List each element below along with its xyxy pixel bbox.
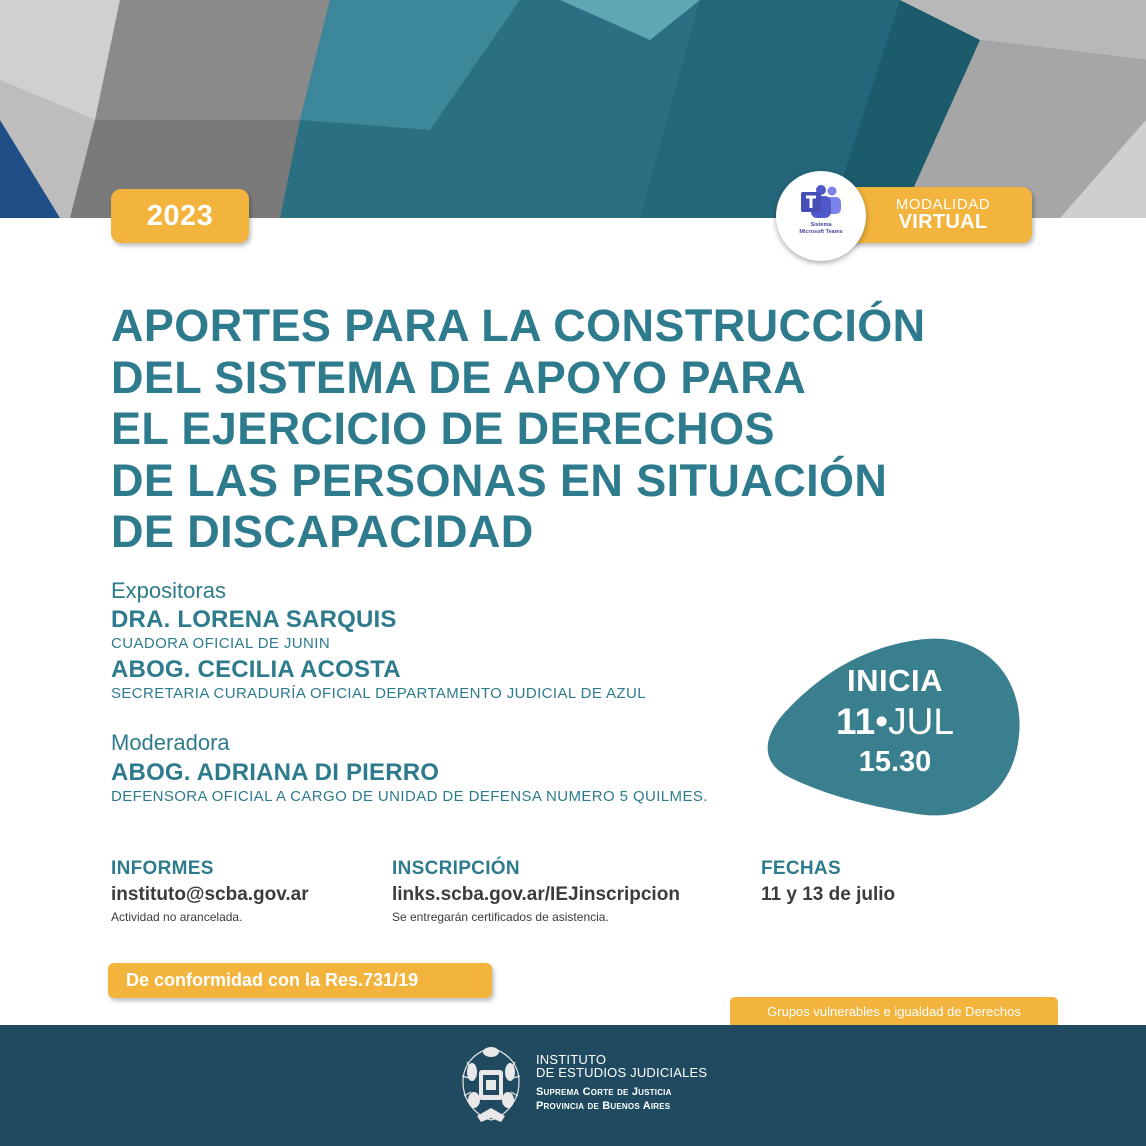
informes-heading: INFORMES: [111, 858, 214, 879]
inscripcion-link[interactable]: links.scba.gov.ar/IEJinscripcion: [392, 884, 680, 905]
speaker-name: ABOG. CECILIA ACOSTA: [111, 656, 401, 683]
fechas-block: [761, 856, 895, 908]
court-seal-logo: [457, 1042, 525, 1126]
modality-badge: [840, 187, 1032, 243]
title-line: DE LAS PERSONAS EN SITUACIÓN: [111, 454, 888, 506]
fechas-heading: FECHAS: [761, 858, 841, 879]
header-banner: [0, 0, 1146, 218]
speaker-role: SECRETARIA CURADURÍA OFICIAL DEPARTAMENTO JUDICIAL DE AZUL: [111, 685, 646, 702]
title-line: APORTES PARA LA CONSTRUCCIÓN: [111, 300, 926, 351]
speakers-label: Expositoras: [111, 578, 226, 603]
teams-caption: Sistema Microsoft Teams: [799, 222, 843, 235]
microsoft-teams-icon: [799, 185, 843, 219]
title-line: EL EJERCICIO DE DERECHOS: [111, 403, 775, 454]
start-month: JUL: [888, 701, 954, 742]
moderator-name: ABOG. ADRIANA DI PIERRO: [111, 759, 440, 786]
start-label: INICIA: [847, 663, 943, 698]
speaker-role: CUADORA OFICIAL DE JUNIN: [111, 635, 331, 652]
modality-value: VIRTUAL: [898, 211, 988, 234]
title-line: DEL SISTEMA DE APOYO PARA: [111, 351, 807, 403]
informes-note: Actividad no arancelada.: [111, 910, 243, 924]
court-name: Suprema Corte de Justicia Provincia de Buenos Aires: [536, 1086, 672, 1112]
modality-label: MODALIDAD: [895, 195, 991, 213]
moderator-role: DEFENSORA OFICIAL A CARGO DE UNIDAD DE DEFENSA NUMERO 5 QUILMES.: [111, 788, 708, 805]
start-date: [790, 662, 1000, 780]
inscripcion-note: Se entregarán certificados de asistencia.: [392, 910, 609, 924]
footer: [0, 1025, 1146, 1146]
institute-name: INSTITUTO DE ESTUDIOS JUDICIALES: [536, 1052, 708, 1080]
resolution-badge: De conformidad con la Res.731/19: [108, 963, 492, 998]
inscripcion-block: [392, 856, 680, 926]
program-badge: Grupos vulnerables e igualdad de Derechos: [730, 997, 1058, 1025]
informes-block: [111, 856, 309, 926]
moderator-label: Moderadora: [111, 730, 230, 755]
geometric-banner-graphic: [0, 0, 1146, 218]
teams-badge: [776, 171, 866, 261]
inscripcion-heading: INSCRIPCIÓN: [392, 858, 520, 879]
start-time: 15.30: [858, 746, 932, 778]
year-badge: 2023: [111, 189, 249, 243]
informes-email[interactable]: instituto@scba.gov.ar: [111, 884, 309, 905]
date-separator: •: [875, 701, 889, 742]
fechas-value: 11 y 13 de julio: [761, 884, 896, 905]
title-line: DE DISCAPACIDAD: [111, 506, 534, 557]
event-title: [111, 300, 1051, 558]
start-day: 11: [836, 701, 876, 742]
speaker-name: DRA. LORENA SARQUIS: [111, 606, 397, 633]
